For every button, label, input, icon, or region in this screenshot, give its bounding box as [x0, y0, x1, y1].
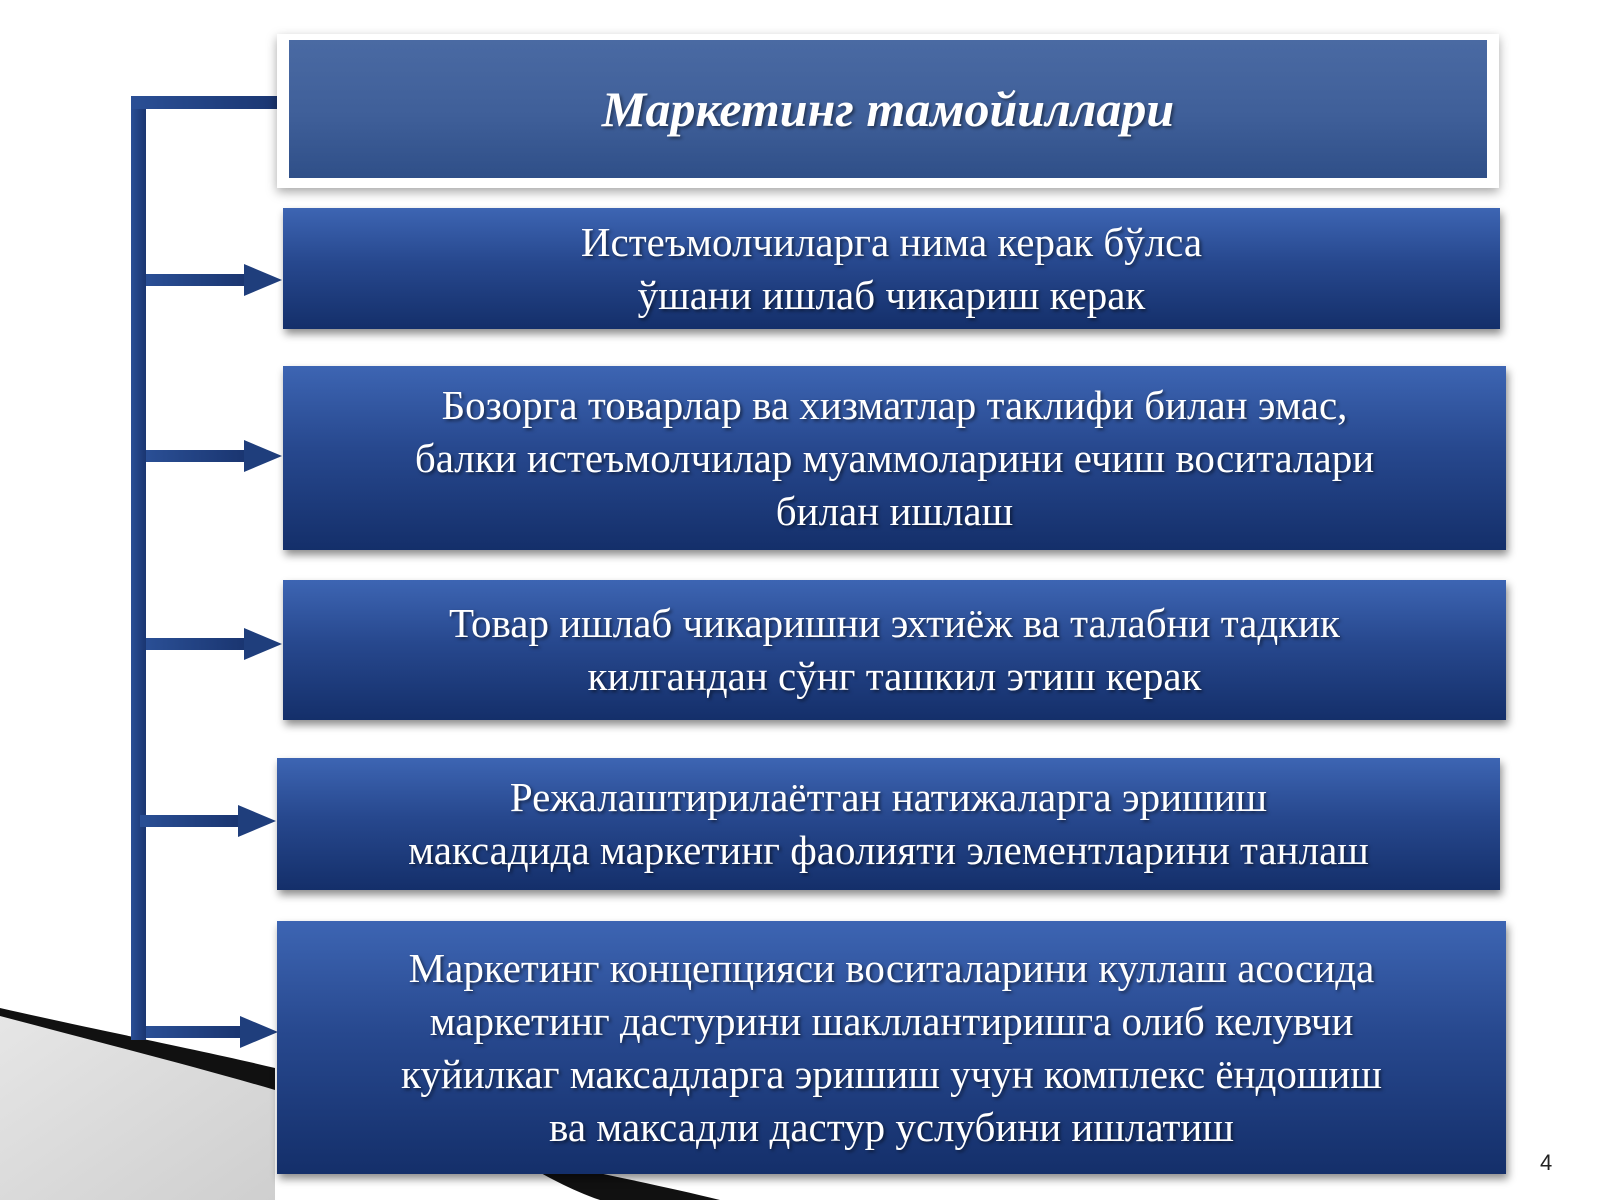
connector-vertical — [131, 96, 146, 1040]
arrow-3 — [146, 628, 282, 660]
arrow-2 — [146, 440, 282, 472]
principle-text-2: Бозорга товарлар ва хизматлар таклифи билан эмас, балки истеъмолчилар муаммоларини ечиш воситалари билан ишлаш — [414, 381, 1375, 534]
arrow-5 — [146, 1016, 278, 1048]
principle-box-2 — [283, 366, 1506, 550]
arrow-1 — [146, 264, 282, 296]
principle-text-5: Маркетинг концепцияси воситаларини куллаш асосида маркетинг дастурини шакллантиришга олиб келувчи куйилкаг максадларга эришиш учун комплекс ёндошиш ва максадли дастур услубини ишлатиш — [401, 944, 1382, 1150]
title-box — [289, 40, 1487, 178]
principle-text-4: Режалаштирилаётган натижаларга эришиш максадида маркетинг фаолияти элементларини танлаш — [408, 774, 1369, 873]
principle-box-4 — [277, 758, 1500, 890]
principle-box-5 — [277, 921, 1506, 1174]
principle-box-1 — [283, 208, 1500, 329]
slide-title: Маркетинг тамойиллари — [601, 81, 1175, 137]
principle-box-3 — [283, 580, 1506, 720]
connector-title — [131, 96, 285, 109]
principle-text-1: Истеъмолчиларга нима керак бўлса ўшани ишлаб чикариш керак — [580, 218, 1203, 318]
principle-text-3: Товар ишлаб чикаришни эхтиёж ва талабни тадкик килгандан сўнг ташкил этиш керак — [449, 600, 1340, 699]
page-number: 4 — [1540, 1150, 1553, 1175]
arrow-4 — [140, 805, 276, 837]
